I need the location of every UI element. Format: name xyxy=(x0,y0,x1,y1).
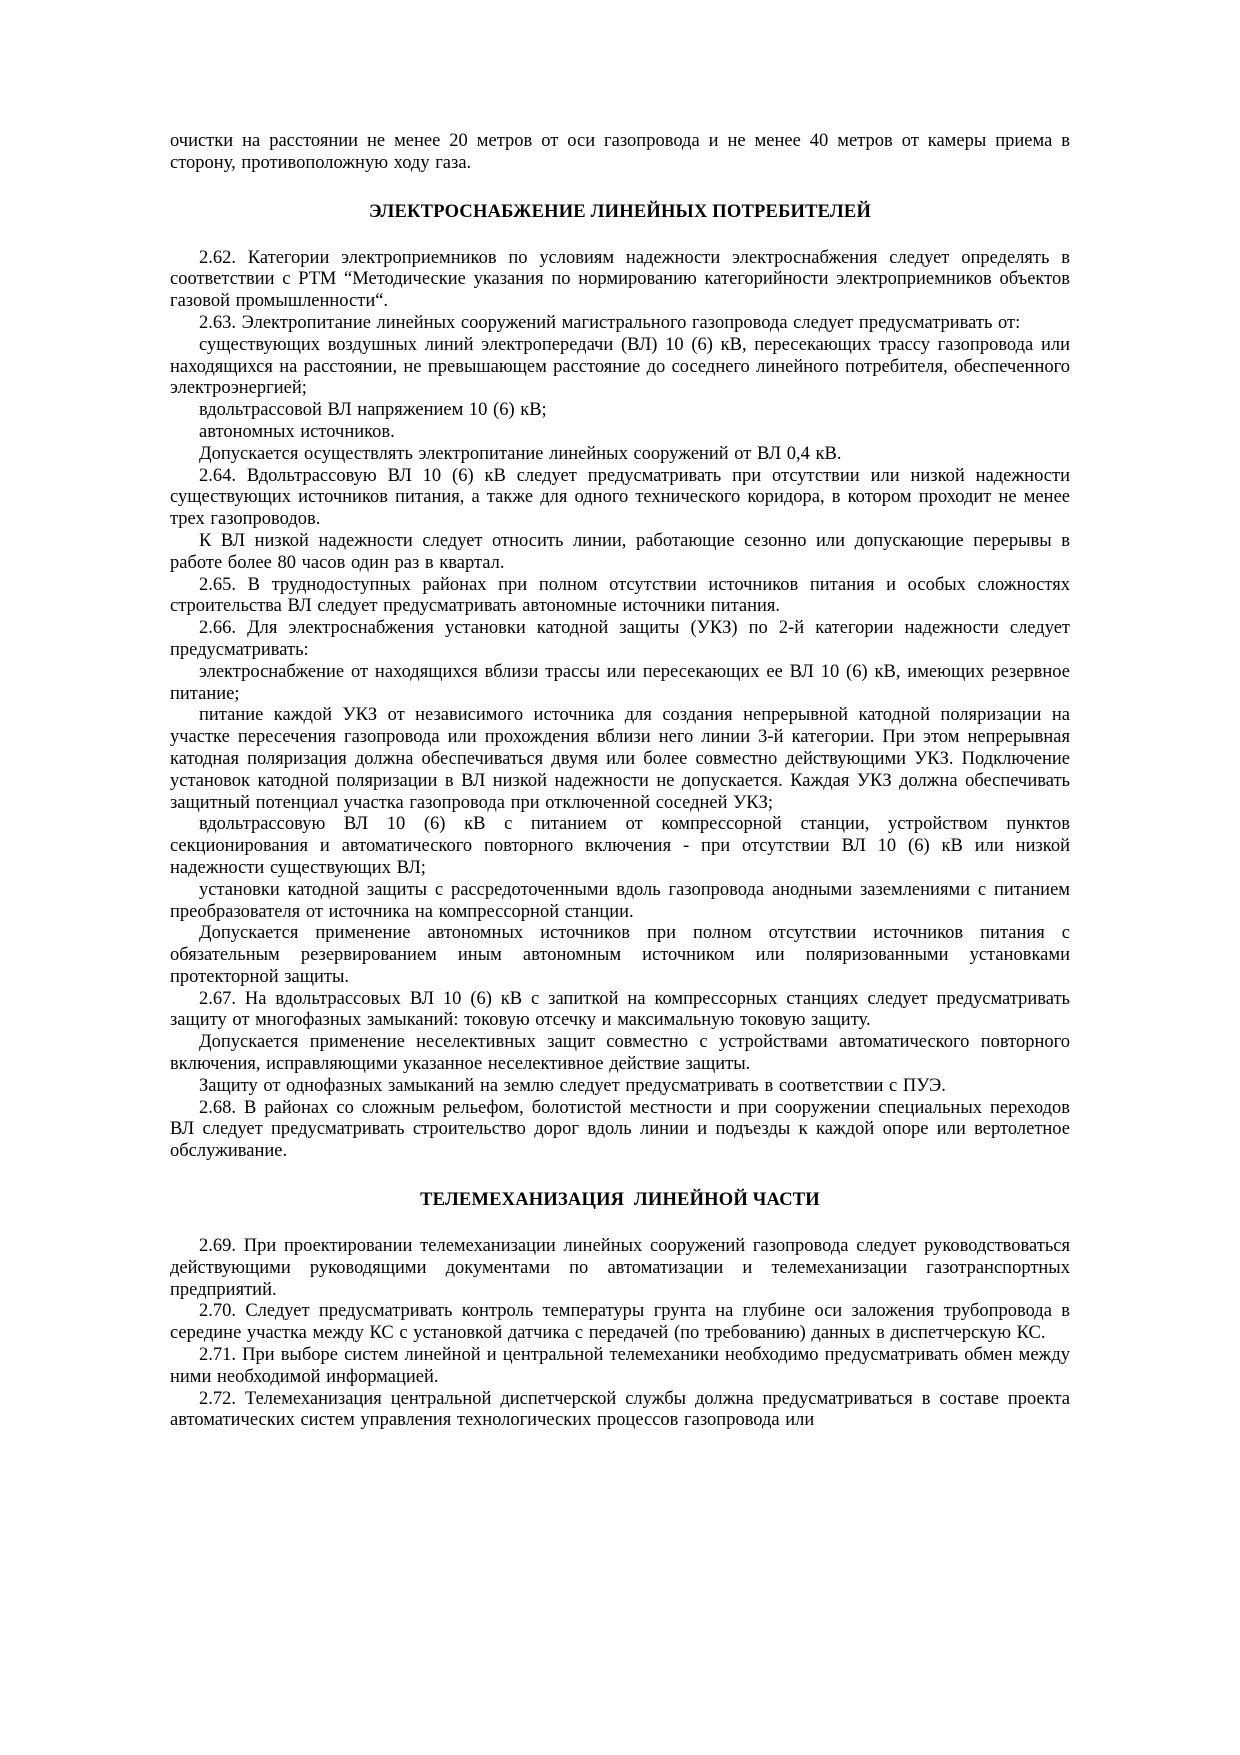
paragraph: Допускается применение неселективных защит совместно с устройствами автоматического повторного включения, исправляющими указанное неселективное действие защиты. xyxy=(170,1032,1070,1075)
paragraph: 2.68. В районах со сложным рельефом, болотистой местности и при сооружении специальных переходов ВЛ следует предусматривать строительство дорог вдоль линии и подъезды к каждой опоре или вертолетное обслуживание. xyxy=(170,1097,1070,1162)
paragraph: 2.71. При выборе систем линейной и центральной телемеханики необходимо предусматривать обмен между ними необходимой информацией. xyxy=(170,1345,1070,1387)
paragraph: 2.65. В труднодоступных районах при полном отсутствии источников питания и особых сложностях строительства ВЛ следует предусматривать автономные источники питания. xyxy=(170,574,1070,617)
paragraph: вдольтрассовой ВЛ напряжением 10 (6) кВ; xyxy=(199,400,547,421)
paragraph: питание каждой УКЗ от независимого источника для создания непрерывной катодной поляризации на участке пересечения газопровода или прохождения вблизи него линии 3-й категории. При этом непрерывная катодная поляризация должна обеспечиваться двумя или более совместно действующими УКЗ. Подключение установок катодной поляризации в ВЛ низкой надежности не допускается. Каждая УКЗ должна обеспечивать защитный потенциал участка газопровода при отключенной соседней УКЗ; xyxy=(170,705,1070,813)
paragraph: 2.72. Телемеханизация центральной диспетчерской службы должна предусматриваться в составе проекта автоматических систем управления технологических процессов газопровода или xyxy=(170,1388,1070,1431)
paragraph: электроснабжение от находящихся вблизи трассы или пересекающих ее ВЛ 10 (6) кВ, имеющих резервное питание; xyxy=(170,661,1070,704)
paragraph: 2.67. На вдольтрассовых ВЛ 10 (6) кВ с запиткой на компрессорных станциях следует предусматривать защиту от многофазных замыканий: токовую отсечку и максимальную токовую защиту. xyxy=(170,988,1070,1031)
paragraph: Допускается применение автономных источников при полном отсутствии источников питания с обязательным резервированием иным автономным источником или поляризованными установками протекторной защиты. xyxy=(170,923,1070,987)
document-content xyxy=(170,131,1070,1432)
section-heading: ТЕЛЕМЕХАНИЗАЦИЯ ЛИНЕЙНОЙ ЧАСТИ xyxy=(420,1190,820,1211)
paragraph: 2.62. Категории электроприемников по условиям надежности электроснабжения следует определять в соответствии с РТМ “Методические указания по нормированию категорийности электроприемников объектов газовой промышленности“. xyxy=(170,247,1070,312)
paragraph: существующих воздушных линий электропередачи (ВЛ) 10 (6) кВ, пересекающих трассу газопровода или находящихся на расстоянии, не превышающем расстояние до соседнего линейного потребителя, обеспеченного электроэнергией; xyxy=(170,334,1070,399)
paragraph: Допускается осуществлять электропитание линейных сооружений от ВЛ 0,4 кВ. xyxy=(199,443,842,464)
paragraph: 2.66. Для электроснабжения установки катодной защиты (УКЗ) по 2-й категории надежности следует предусматривать: xyxy=(170,618,1070,660)
paragraph: установки катодной защиты с рассредоточенными вдоль газопровода анодными заземлениями с питанием преобразователя от источника на компрессорной станции. xyxy=(170,879,1070,922)
paragraph: 2.63. Электропитание линейных сооружений магистрального газопровода следует предусматривать от: xyxy=(199,312,1021,333)
paragraph: автономных источников. xyxy=(199,421,395,442)
paragraph: К ВЛ низкой надежности следует относить линии, работающие сезонно или допускающие перерывы в работе более 80 часов один раз в квартал. xyxy=(170,530,1070,573)
paragraph: очистки на расстоянии не менее 20 метров от оси газопровода и не менее 40 метров от камеры приема в сторону, противоположную ходу газа. xyxy=(170,131,1070,173)
paragraph: 2.69. При проектировании телемеханизации линейных сооружений газопровода следует руководствоваться действующими руководящими документами по автоматизации и телемеханизации газотранспортных предприятий. xyxy=(170,1236,1070,1300)
paragraph: 2.64. Вдольтрассовую ВЛ 10 (6) кВ следует предусматривать при отсутствии или низкой надежности существующих источников питания, а также для одного технического коридора, в котором проходит не менее трех газопроводов. xyxy=(170,465,1070,530)
section-heading: ЭЛЕКТРОСНАБЖЕНИЕ ЛИНЕЙНЫХ ПОТРЕБИТЕЛЕЙ xyxy=(368,201,872,222)
paragraph: 2.70. Следует предусматривать контроль температуры грунта на глубине оси заложения трубопровода в середине участка между КС с установкой датчика с передачей (по требованию) данных в диспетчерскую КС. xyxy=(170,1301,1070,1344)
paragraph: вдольтрассовую ВЛ 10 (6) кВ с питанием от компрессорной станции, устройством пунктов секционирования и автоматического повторного включения - при отсутствии ВЛ 10 (6) кВ или низкой надежности существующих ВЛ; xyxy=(170,814,1070,878)
paragraph: Защиту от однофазных замыканий на землю следует предусматривать в соответствии с ПУЭ. xyxy=(199,1075,946,1096)
